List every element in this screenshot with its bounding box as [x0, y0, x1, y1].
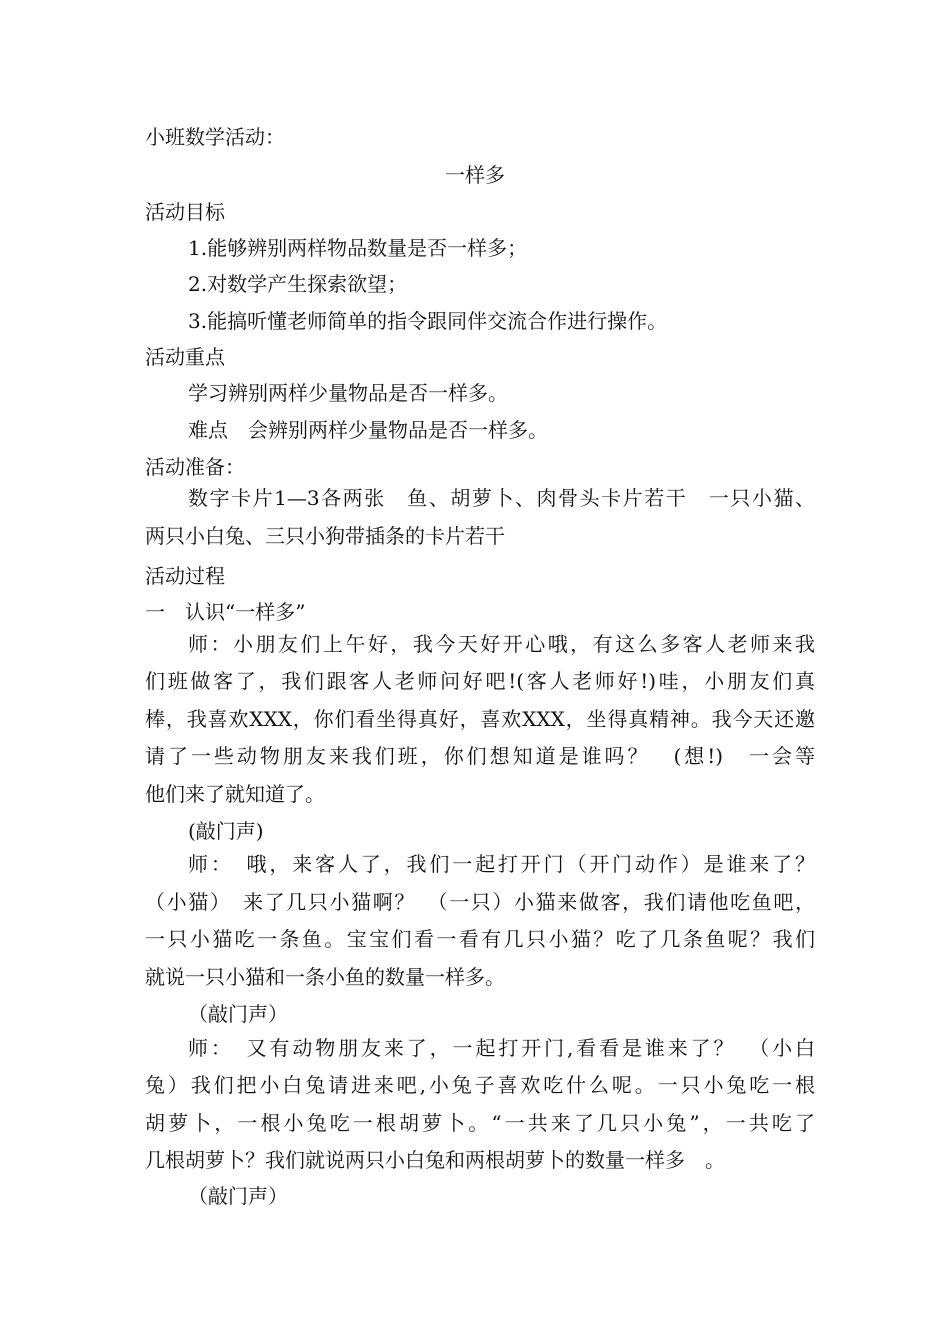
key-heading: 活动重点: [145, 345, 225, 369]
knock-sound: （敲门声）: [188, 1184, 288, 1208]
paragraph-line: 胡萝卜，一根小兔吃一根胡萝卜。“一共来了几只小兔”，一共吃了: [145, 1111, 815, 1135]
knock-sound: (敲门声): [188, 819, 264, 843]
goal-item: 3.能搞听懂老师简单的指令跟同伴交流合作进行操作。: [188, 309, 668, 333]
process-heading: 活动过程: [145, 564, 225, 588]
paragraph-line: 棒，我喜欢XXX，你们看坐得真好，喜欢XXX，坐得真精神。我今天还邀: [145, 707, 815, 731]
doc-heading: 小班数学活动：: [145, 125, 285, 149]
goals-heading: 活动目标: [145, 200, 225, 224]
paragraph-line: 们班做客了，我们跟客人老师问好吧!(客人老师好!)哇，小朋友们真: [145, 669, 815, 693]
prep-line: 两只小白兔、三只小狗带插条的卡片若干: [145, 524, 505, 548]
paragraph-line: 就说一只小猫和一条小鱼的数量一样多。: [145, 965, 505, 989]
prep-line: 数字卡片1—3各两张 鱼、胡萝卜、肉骨头卡片若干 一只小猫、: [188, 486, 815, 510]
paragraph-line: 一只小猫吃一条鱼。宝宝们看一看有几只小猫？吃了几条鱼呢？我们: [145, 927, 815, 951]
goal-item: 1.能够辨别两样物品数量是否一样多；: [188, 236, 528, 260]
knock-sound: （敲门声）: [188, 1002, 288, 1026]
paragraph-line: 请了一些动物朋友来我们班，你们想知道是谁吗？ (想!) 一会等: [145, 744, 815, 768]
paragraph-line: 他们来了就知道了。: [145, 782, 325, 806]
section-one-heading: 一 认识“一样多”: [145, 600, 306, 624]
paragraph-line: 兔）我们把小白兔请进来吧,小兔子喜欢吃什么呢。一只小兔吃一根: [145, 1073, 815, 1097]
key-text: 学习辨别两样少量物品是否一样多。: [188, 381, 508, 405]
goal-item: 2.对数学产生探索欲望；: [188, 272, 408, 296]
doc-title: 一样多: [445, 163, 505, 187]
paragraph-line: 师：小朋友们上午好，我今天好开心哦，有这么多客人老师来我: [188, 632, 815, 656]
paragraph-line: 几根胡萝卜？我们就说两只小白兔和两根胡萝卜的数量一样多 。: [145, 1148, 725, 1172]
paragraph-line: 师： 哦，来客人了，我们一起打开门（开门动作）是谁来了？: [188, 852, 815, 876]
paragraph-line: （小猫） 来了几只小猫啊？ （一只）小猫来做客，我们请他吃鱼吧，: [145, 890, 815, 914]
paragraph-line: 师： 又有动物朋友来了，一起打开门,看看是谁来了？ （小白: [188, 1036, 815, 1060]
difficulty-text: 难点 会辨别两样少量物品是否一样多。: [188, 418, 548, 442]
prep-heading: 活动准备：: [145, 455, 245, 479]
